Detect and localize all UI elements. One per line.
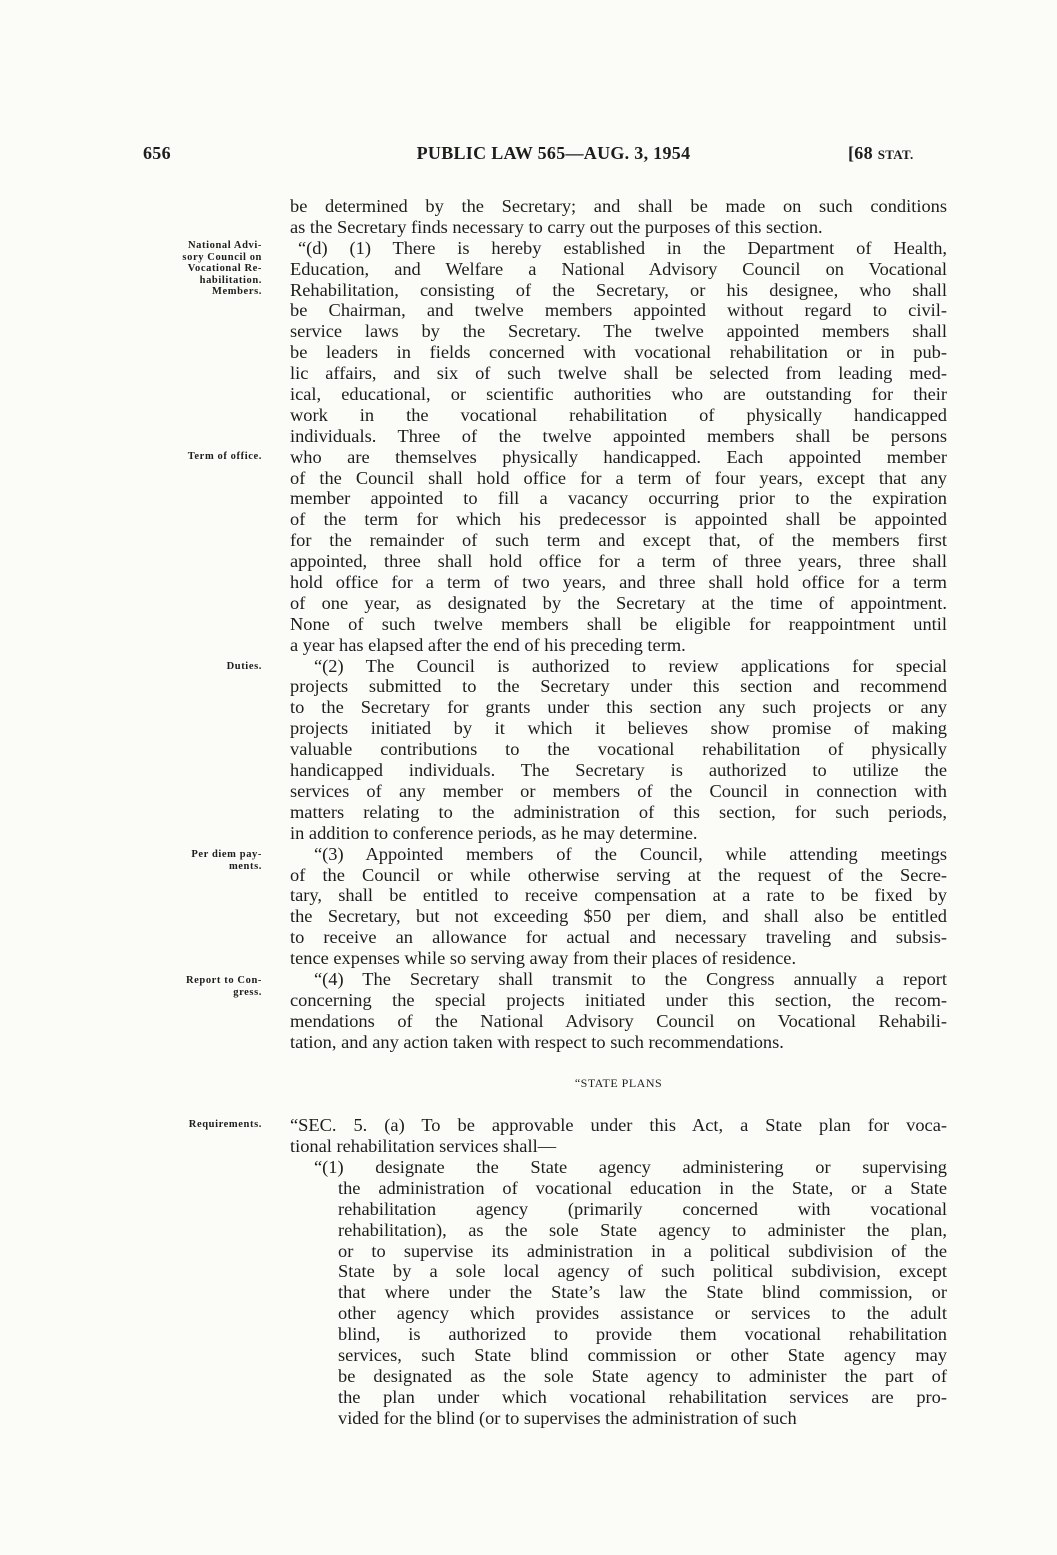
text-line: “(d) (1) There is hereby established in the Department of Health,	[298, 237, 947, 258]
margin-note-line: Term of office.	[187, 451, 262, 462]
text-line: of one year, as designated by the Secretary at the time of appointment.	[290, 592, 947, 613]
text-line: member appointed to fill a vacancy occurring prior to the expiration	[290, 488, 947, 509]
margin-note-line: Members.	[212, 286, 262, 297]
margin-note-line: National Advi-	[187, 240, 262, 251]
margin-note-line: Vocational Re-	[187, 263, 262, 274]
margin-note	[186, 975, 262, 998]
text-line: rehabilitation), as the sole State agency to administer the plan,	[338, 1219, 947, 1240]
text-line: tation, and any action taken with respect to such recommendations.	[290, 1031, 784, 1052]
margin-note-line: Duties.	[226, 661, 262, 672]
paragraph	[290, 1115, 947, 1157]
text-line: mendations of the National Advisory Council on Vocational Rehabili-	[290, 1010, 947, 1031]
text-line: lic affairs, and six of such twelve shall be selected from leading med-	[290, 363, 947, 384]
running-title: PUBLIC LAW 565—AUG. 3, 1954	[416, 143, 691, 163]
text-line: of the Council shall hold office for a term of four years, except that any	[290, 467, 947, 488]
text-line: “STATE PLANS	[574, 1076, 663, 1091]
text-line: or to supervise its administration in a political subdivision of the	[338, 1240, 947, 1261]
text-line: in addition to conference periods, as he may determine.	[290, 822, 698, 843]
section-heading	[290, 1073, 947, 1094]
margin-note-line: gress.	[233, 986, 262, 998]
text-line: to the Secretary for grants under this section any such projects or any	[290, 697, 947, 718]
text-line: State by a sole local agency of such political subdivision, except	[338, 1261, 947, 1282]
text-line: services, such State blind commission or other State agency may	[338, 1344, 947, 1365]
text-line: ical, educational, or scientific authorities who are outstanding for their	[290, 384, 947, 405]
text-line: a year has elapsed after the end of his preceding term.	[290, 634, 686, 655]
text-line: “(1) designate the State agency administering or supervising	[314, 1156, 947, 1177]
text-line: tence expenses while so serving away from their places of residence.	[290, 948, 797, 969]
statute-reference	[848, 143, 914, 164]
stat-label: STAT.	[877, 147, 914, 162]
paragraph	[290, 238, 947, 656]
text-line: appointed, three shall hold office for a term of three years, three shall	[290, 551, 947, 572]
text-line: service laws by the Secretary. The twelve appointed members shall	[290, 321, 947, 342]
text-line: be determined by the Secretary; and shall be made on such conditions	[290, 196, 947, 216]
text-line: other agency which provides assistance or services to the adult	[338, 1303, 947, 1324]
margin-note-line: sory Council on	[182, 251, 262, 263]
text-line: projects initiated by it which it believes show promise of making	[290, 718, 947, 739]
text-line: of the term for which his predecessor is appointed shall be appointed	[290, 509, 947, 530]
text-line: Rehabilitation, consisting of the Secretary, or his designee, who shall	[290, 279, 947, 300]
text-line: be designated as the sole State agency to administer the part of	[338, 1365, 947, 1386]
paragraph	[290, 196, 947, 238]
text-line: be Chairman, and twelve members appointed without regard to civil-	[290, 300, 947, 321]
text-line: tional rehabilitation services shall—	[290, 1136, 557, 1157]
text-line: who are themselves physically handicapped. Each appointed member	[290, 446, 947, 467]
text-line: of the Council or while otherwise serving at the request of the Secre-	[290, 864, 947, 885]
text-line: concerning the special projects initiated under this section, the recom-	[290, 989, 947, 1010]
text-line: rehabilitation agency (primarily concerned with vocational	[338, 1198, 947, 1219]
margin-note-line: Per diem pay-	[191, 849, 262, 860]
paragraph	[290, 1157, 947, 1429]
text-line: be leaders in fields concerned with vocational rehabilitation or in pub-	[290, 342, 947, 363]
text-line: blind, is authorized to provide them vocational rehabilitation	[338, 1324, 947, 1345]
text-line: as the Secretary finds necessary to carry out the purposes of this section.	[290, 216, 823, 237]
margin-note	[191, 849, 262, 872]
margin-note-line: ments.	[228, 860, 262, 872]
margin-note	[188, 451, 262, 463]
text-line: to receive an allowance for actual and necessary traveling and subsis-	[290, 927, 947, 948]
page-number: 656	[143, 143, 171, 163]
body-text	[290, 196, 947, 1429]
margin-note	[182, 240, 262, 298]
text-line: that where under the State’s law the State blind commission, or	[338, 1282, 947, 1303]
text-line: tary, shall be entitled to receive compensation at a rate to be fixed by	[290, 885, 947, 906]
paragraph	[290, 969, 947, 1053]
text-line: None of such twelve members shall be eligible for reappointment until	[290, 613, 947, 634]
text-line: the plan under which vocational rehabilitation services are pro-	[338, 1386, 947, 1407]
text-line: matters relating to the administration of this section, for such periods,	[290, 801, 947, 822]
stat-bracket: [68	[848, 143, 878, 163]
text-line: “(2) The Council is authorized to review applications for special	[314, 655, 947, 676]
margin-note-line: Requirements.	[188, 1119, 262, 1130]
text-line: “(4) The Secretary shall transmit to the Congress annually a report	[314, 968, 947, 989]
text-line: “SEC. 5. (a) To be approvable under this Act, a State plan for voca-	[290, 1115, 947, 1136]
text-line: “(3) Appointed members of the Council, while attending meetings	[314, 843, 947, 864]
text-line: Education, and Welfare a National Advisory Council on Vocational	[290, 258, 947, 279]
margin-note-line: habilitation.	[199, 274, 262, 286]
text-line: the administration of vocational education in the State, or a State	[338, 1177, 947, 1198]
text-line: for the remainder of such term and except that, of the members first	[290, 530, 947, 551]
text-line: handicapped individuals. The Secretary is authorized to utilize the	[290, 760, 947, 781]
text-line: the Secretary, but not exceeding $50 per diem, and shall also be entitled	[290, 906, 947, 927]
text-line: hold office for a term of two years, and three shall hold office for a term	[290, 572, 947, 593]
margin-note	[189, 1119, 262, 1131]
text-line: projects submitted to the Secretary under this section and recommend	[290, 676, 947, 697]
text-line: vided for the blind (or to supervises the administration of such	[338, 1407, 797, 1428]
text-line: work in the vocational rehabilitation of physically handicapped	[290, 404, 947, 425]
margin-note	[227, 661, 262, 673]
text-line: services of any member or members of the Council in connection with	[290, 780, 947, 801]
paragraph	[290, 656, 947, 844]
margin-note-line: Report to Con-	[185, 975, 262, 986]
text-line: valuable contributions to the vocational rehabilitation of physically	[290, 739, 947, 760]
paragraph	[290, 844, 947, 969]
text-line: individuals. Three of the twelve appointed members shall be persons	[290, 425, 947, 446]
